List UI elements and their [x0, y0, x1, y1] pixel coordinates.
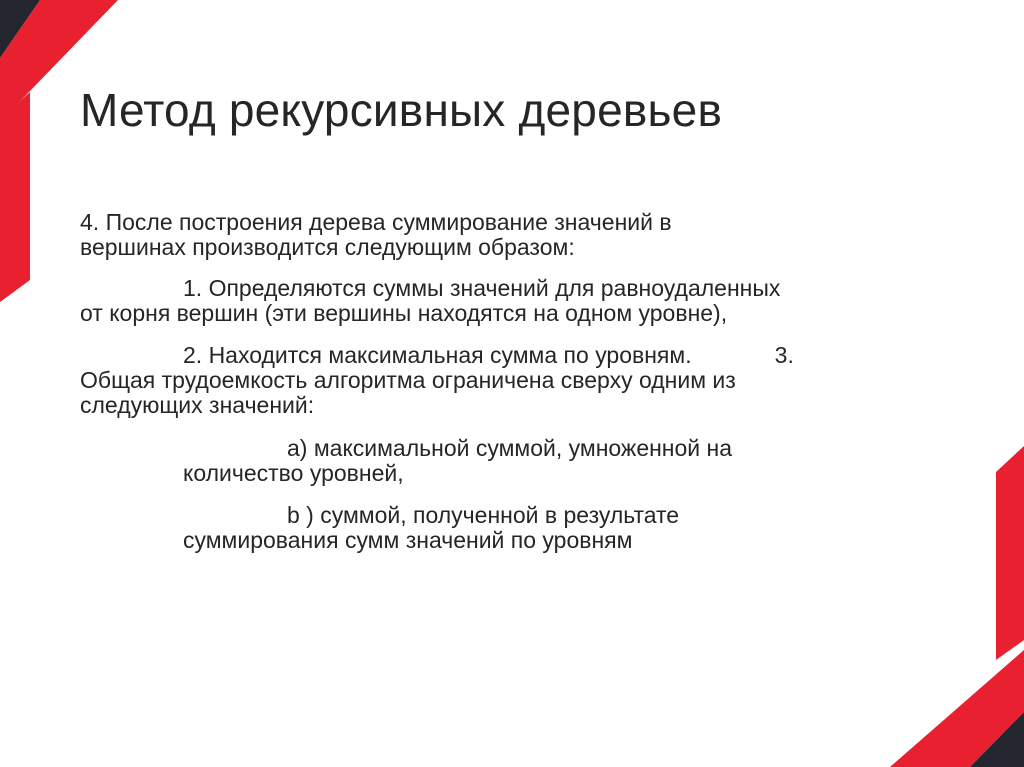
paragraph-line: следующих значений:	[80, 392, 315, 418]
right-red-stripe	[996, 446, 1024, 660]
paragraph-line: 1. Определяются суммы значений для равноудаленных	[183, 275, 781, 301]
paragraph-line: Общая трудоемкость алгоритма ограничена сверху одним из	[80, 367, 736, 393]
paragraph-line: от корня вершин (эти вершины находятся на одном уровне),	[80, 300, 728, 326]
list-item-a-cont: количество уровней,	[183, 460, 404, 486]
slide-title: Метод рекурсивных деревьев	[80, 84, 723, 136]
list-item-b: b ) суммой, полученной в результате	[287, 502, 680, 528]
paragraph-line: вершинах производится следующим образом:	[80, 234, 575, 260]
list-item-a: а) максимальной суммой, умноженной на	[287, 435, 733, 461]
paragraph-line: 2. Находится максимальная сумма по уровням. 3.	[183, 342, 794, 368]
list-item-b-cont: суммирования сумм значений по уровням	[183, 527, 633, 553]
left-red-stripe	[0, 92, 30, 302]
paragraph-line: 4. После построения дерева суммирование значений в	[80, 209, 672, 235]
